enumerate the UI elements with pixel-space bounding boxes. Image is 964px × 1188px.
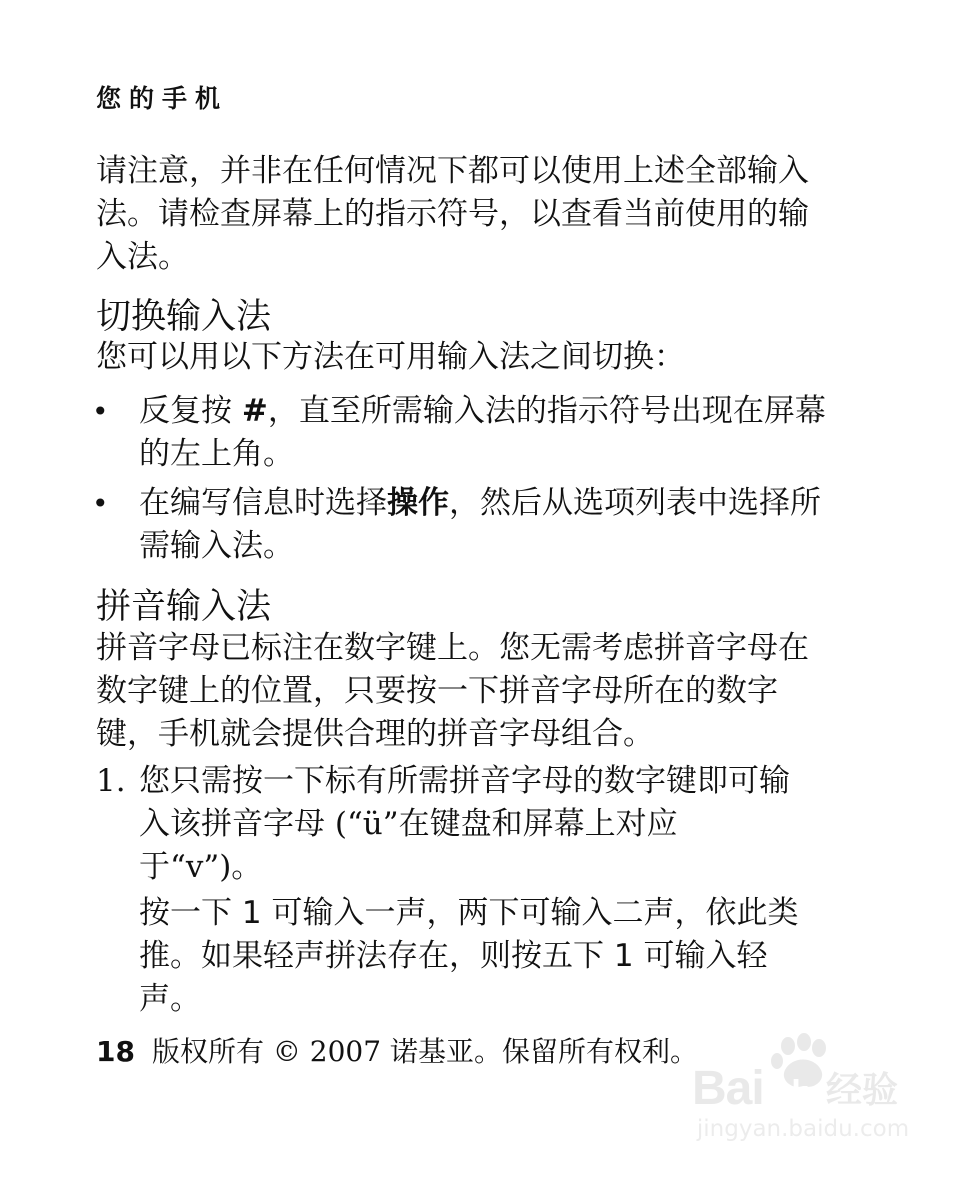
key-1-label: 1	[241, 895, 262, 931]
tone-instructions	[139, 892, 799, 1021]
pinyin-input-heading: 拼音输入法	[96, 587, 272, 627]
switch-input-method-heading: 切换输入法	[96, 297, 272, 337]
options-action-label: 操作	[387, 485, 449, 521]
switch-input-method-description: 您可以用以下方法在可用输入法之间切换：	[96, 339, 685, 375]
bullet-dot: •	[92, 395, 109, 428]
baidu-jingyan-watermark	[688, 1028, 918, 1148]
tone-text-part1: 按一下	[139, 895, 242, 931]
tone-text-part2: 可输入一声，两下可输入二声，依此类推。如果轻声拼法存在，则按五下	[139, 895, 799, 974]
bullet1-text-before: 反复按	[139, 393, 242, 429]
pinyin-input-description: 拼音字母已标注在数字键上。您无需考虑拼音字母在数字键上的位置，只要按一下拼音字母所在的数字键，手机就会提供合理的拼音字母组合。	[96, 630, 809, 752]
bullet1-text-after: ，直至所需输入法的指示符号出现在屏幕的左上角。	[139, 393, 826, 472]
svg-text:经验: 经验	[826, 1070, 899, 1111]
bullet-repeat-press-hash	[139, 390, 829, 476]
step-one-text: 您只需按一下标有所需拼音字母的数字键即可输入该拼音字母 (“ü”在键盘和屏幕上对应于“v”)。	[139, 763, 790, 885]
tone-text-part3: 可输入轻声。	[139, 938, 768, 1017]
bullet2-text-after: ，然后从选项列表中选择所需输入法。	[139, 485, 821, 564]
page-number: 18	[96, 1035, 135, 1068]
intro-paragraph: 请注意，并非在任何情况下都可以使用上述全部输入法。请检查屏幕上的指示符号，以查看当前使用的输入法。	[96, 153, 809, 275]
key-1-label: 1	[613, 938, 634, 974]
bullet-select-options	[139, 482, 829, 568]
svg-text:Bai: Bai	[692, 1062, 764, 1114]
svg-text:du: du	[780, 1074, 822, 1112]
page-header-title: 您的手机	[96, 84, 229, 113]
hash-key-label: #	[241, 393, 268, 429]
bullet2-text-before: 在编写信息时选择	[139, 485, 387, 521]
watermark-domain: jingyan.baidu.com	[696, 1116, 910, 1142]
bullet-dot: •	[92, 487, 109, 520]
copyright-notice: 版权所有 © 2007 诺基亚。保留所有权利。	[152, 1035, 698, 1068]
baidu-logo-icon	[688, 1028, 918, 1114]
step-number: 1.	[96, 763, 126, 799]
